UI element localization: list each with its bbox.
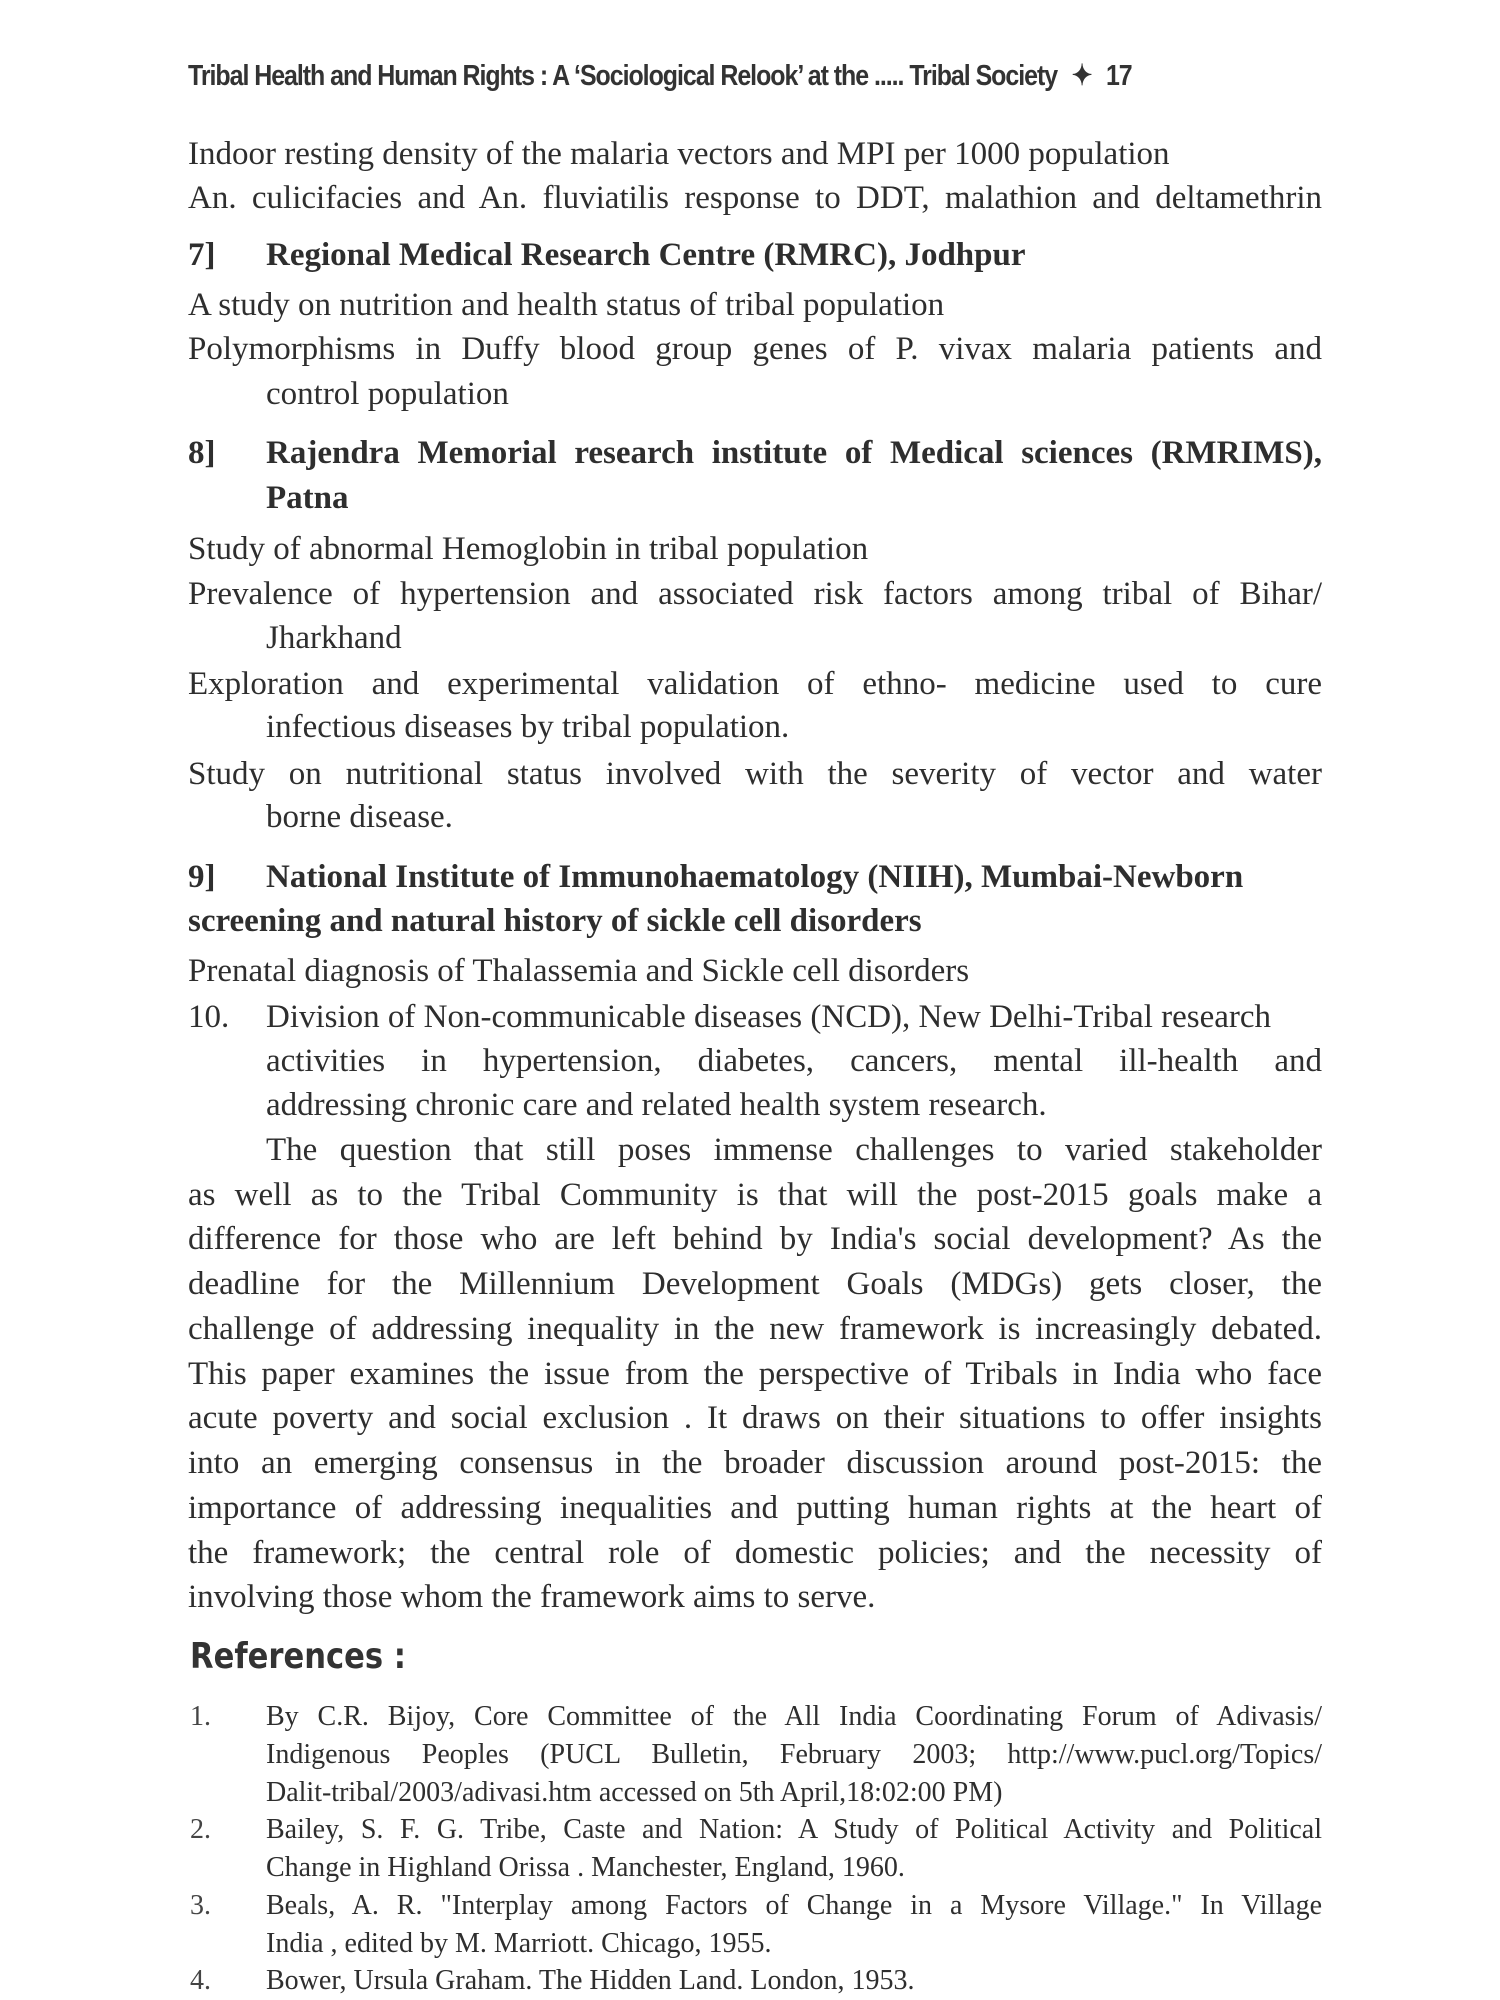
body-line: A study on nutrition and health status of tribal population xyxy=(188,287,945,323)
paragraph-line: the framework; the central role of domestic policies; and the necessity of xyxy=(188,1535,1322,1571)
paragraph-line: involving those whom the framework aims to serve. xyxy=(188,1579,876,1615)
section-heading-7 xyxy=(188,235,1322,275)
paragraph-line: The question that still poses immense challenges to varied stakeholder xyxy=(266,1132,1322,1168)
reference-number: 1. xyxy=(190,1701,211,1732)
section-title-cont: screening and natural history of sickle cell disorders xyxy=(188,903,922,939)
section-number: 8] xyxy=(188,435,216,471)
diamond-separator-icon: ✦ xyxy=(1071,60,1092,92)
body-line: Study of abnormal Hemoglobin in tribal population xyxy=(188,531,869,567)
section-heading-9 xyxy=(188,857,1322,897)
section-line: Division of Non-communicable diseases (NCD), New Delhi-Tribal research xyxy=(266,999,1272,1035)
body-line: Prenatal diagnosis of Thalassemia and Sickle cell disorders xyxy=(188,953,970,989)
body-line: Polymorphisms in Duffy blood group genes of P. vivax malaria patients and xyxy=(188,331,1322,367)
section-number: 10. xyxy=(188,999,230,1035)
body-line: Jharkhand xyxy=(266,620,402,656)
reference-line: Change in Highland Orissa . Manchester, England, 1960. xyxy=(266,1852,905,1883)
section-title-cont: Patna xyxy=(266,480,349,516)
body-line: control population xyxy=(266,376,509,412)
body-line: Prevalence of hypertension and associated risk factors among tribal of Bihar/ xyxy=(188,576,1322,612)
body-line: addressing chronic care and related health system research. xyxy=(266,1087,1047,1123)
reference-line: India , edited by M. Marriott. Chicago, 1955. xyxy=(266,1928,772,1959)
section-title: National Institute of Immunohaematology (NIIH), Mumbai-Newborn xyxy=(266,859,1244,895)
header-title: Tribal Health and Human Rights : A ‘Sociological Relook’ at the ..... Tribal Society xyxy=(188,60,1058,92)
body-line: Study on nutritional status involved with the severity of vector and water xyxy=(188,756,1322,792)
body-line: activities in hypertension, diabetes, cancers, mental ill-health and xyxy=(266,1043,1322,1079)
references-heading: References : xyxy=(190,1636,407,1677)
paragraph-line: challenge of addressing inequality in the new framework is increasingly debated. xyxy=(188,1311,1322,1347)
running-header xyxy=(188,58,1165,93)
paragraph-line: as well as to the Tribal Community is that will the post-2015 goals make a xyxy=(188,1177,1322,1213)
paragraph-line: This paper examines the issue from the perspective of Tribals in India who face xyxy=(188,1356,1322,1392)
reference-line: Bower, Ursula Graham. The Hidden Land. London, 1953. xyxy=(266,1965,915,1996)
body-line: An. culicifacies and An. fluviatilis response to DDT, malathion and deltamethrin xyxy=(188,180,1322,216)
reference-line: Beals, A. R. "Interplay among Factors of Change in a Mysore Village." In Village xyxy=(266,1890,1322,1921)
paragraph-line: into an emerging consensus in the broader discussion around post-2015: the xyxy=(188,1445,1322,1481)
reference-line: Indigenous Peoples (PUCL Bulletin, February 2003; http://www.pucl.org/Topics/ xyxy=(266,1739,1322,1770)
body-line: borne disease. xyxy=(266,799,453,835)
reference-line: By C.R. Bijoy, Core Committee of the All India Coordinating Forum of Adivasis/ xyxy=(266,1701,1322,1732)
body-line: Exploration and experimental validation of ethno- medicine used to cure xyxy=(188,666,1322,702)
reference-number: 2. xyxy=(190,1814,211,1845)
section-heading-10 xyxy=(188,997,1322,1037)
page-number: 17 xyxy=(1105,60,1132,92)
section-title: Rajendra Memorial research institute of Medical sciences (RMRIMS), xyxy=(266,435,1322,471)
reference-number: 3. xyxy=(190,1890,211,1921)
paragraph-line: difference for those who are left behind by India's social development? As the xyxy=(188,1221,1322,1257)
reference-number: 4. xyxy=(190,1965,211,1996)
paragraph-line: importance of addressing inequalities and putting human rights at the heart of xyxy=(188,1490,1322,1526)
body-line: Indoor resting density of the malaria vectors and MPI per 1000 population xyxy=(188,136,1170,172)
reference-line: Bailey, S. F. G. Tribe, Caste and Nation: A Study of Political Activity and Political xyxy=(266,1814,1322,1845)
section-number: 9] xyxy=(188,859,216,895)
section-number: 7] xyxy=(188,237,216,273)
body-line: infectious diseases by tribal population. xyxy=(266,709,790,745)
paragraph-line: acute poverty and social exclusion . It draws on their situations to offer insights xyxy=(188,1400,1322,1436)
reference-line: Dalit-tribal/2003/adivasi.htm accessed on 5th April,18:02:00 PM) xyxy=(266,1777,1003,1808)
paragraph-line: deadline for the Millennium Development Goals (MDGs) gets closer, the xyxy=(188,1266,1322,1302)
section-heading-8 xyxy=(188,433,1322,473)
section-title: Regional Medical Research Centre (RMRC), Jodhpur xyxy=(266,237,1026,273)
